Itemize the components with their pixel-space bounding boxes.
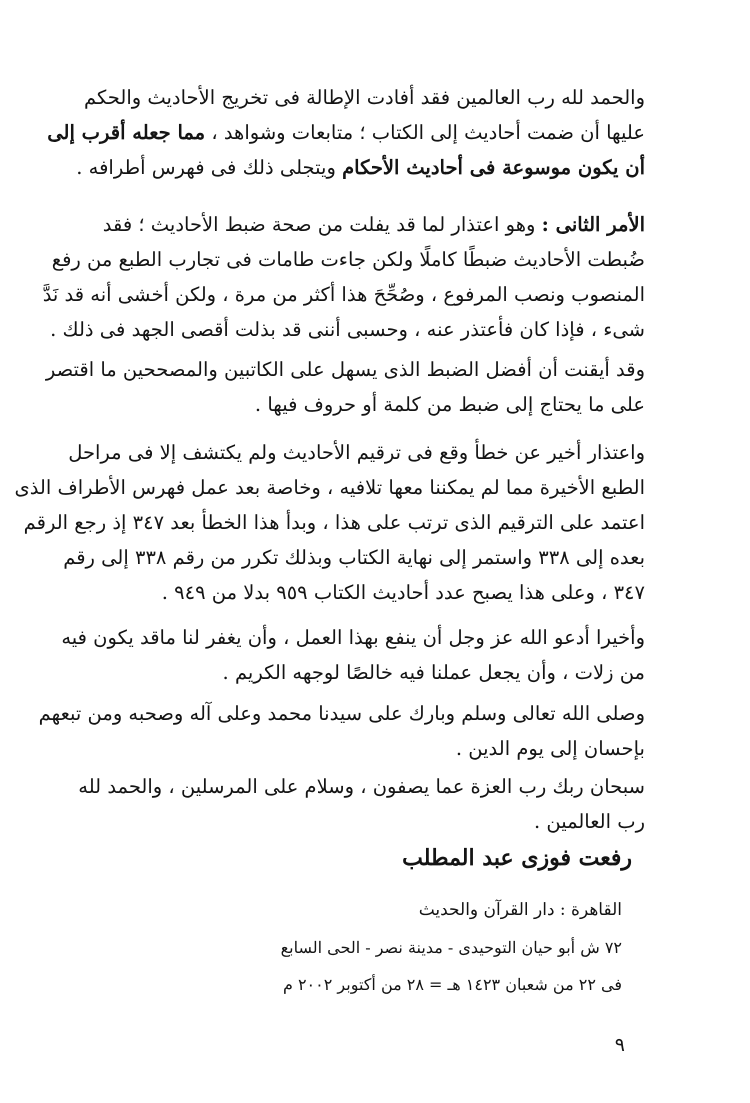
text-line: والحمد لله رب العالمين فقد أفادت الإطالة فى تخريج الأحاديث والحكم	[84, 86, 645, 109]
text-line: بإحسان إلى يوم الدين .	[455, 737, 645, 760]
paragraph-blessing	[38, 696, 645, 766]
text-line: بعده إلى ٣٣٨ واستمر إلى نهاية الكتاب وبذلك تكرر من رقم ٣٣٨ إلى رقم	[63, 546, 645, 569]
section-lead: الأمر الثانى :	[541, 213, 645, 236]
paragraph-numbering-apology	[14, 435, 645, 610]
text-line: عليها أن ضمت أحاديث إلى الكتاب ؛ متابعات وشواهد ، مما جعله أقرب إلى	[47, 121, 645, 144]
date-line: فى ٢٢ من شعبان ١٤٢٣ هـ = ٢٨ من أكتوبر ٢٠٠٢ م	[282, 975, 622, 994]
paragraph-supplication	[61, 620, 645, 690]
text-line: اعتمد على الترقيم الذى ترتب على هذا ، وبدأ هذا الخطأ بعد ٣٤٧ إذ رجع الرقم	[23, 511, 645, 534]
text-line: على ما يحتاج إلى ضبط من كلمة أو حروف فيها .	[254, 393, 645, 416]
bold-phrase: أن يكون موسوعة فى أحاديث الأحكام	[342, 156, 645, 179]
page-number: ٩	[614, 1034, 625, 1056]
text-line: من زلات ، وأن يجعل عملنا فيه خالصًا لوجهه الكريم .	[222, 661, 645, 684]
text-line: الطبع الأخيرة مما لم يمكننا معها تلافيه ، وخاصة بعد عمل فهرس الأطراف الذى	[14, 476, 645, 499]
text-line: الأمر الثانى : وهو اعتذار لما قد يفلت من صحة ضبط الأحاديث ؛ فقد	[102, 213, 645, 236]
text-line: وقد أيقنت أن أفضل الضبط الذى يسهل على الكاتبين والمصححين ما اقتصر	[45, 358, 645, 381]
text-line: أن يكون موسوعة فى أحاديث الأحكام ويتجلى ذلك فى فهرس أطرافه .	[76, 156, 645, 179]
text-line: واعتذار أخير عن خطأ وقع فى ترقيم الأحاديث ولم يكتشف إلا فى مراحل	[68, 441, 645, 464]
address-line: ٧٢ ش أبو حيان التوحيدى - مدينة نصر - الحى السابع	[280, 938, 622, 957]
bold-phrase: مما جعله أقرب إلى	[47, 121, 206, 144]
paragraph-closing	[78, 769, 645, 839]
paragraph-second-matter	[42, 207, 645, 347]
paragraph-intro	[47, 80, 645, 185]
text-line: سبحان ربك رب العزة عما يصفون ، وسلام على المرسلين ، والحمد لله	[78, 775, 645, 798]
text-line: وصلى الله تعالى وسلم وبارك على سيدنا محمد وعلى آله وصحبه ومن تبعهم	[38, 702, 645, 725]
text-line: شىء ، فإذا كان فأعتذر عنه ، وحسبى أننى قد بذلت أقصى الجهد فى ذلك .	[50, 318, 645, 341]
author-signature: رفعت فوزى عبد المطلب	[402, 845, 632, 871]
text-line: رب العالمين .	[533, 810, 645, 833]
text-line: ضُبطت الأحاديث ضبطًا كاملًا ولكن جاءت طامات فى تجارب الطبع من رفع	[51, 248, 645, 271]
paragraph-diacritics	[45, 352, 645, 422]
text-line: وأخيرا أدعو الله عز وجل أن ينفع بهذا العمل ، وأن يغفر لنا ماقد يكون فيه	[61, 626, 645, 649]
address-line: القاهرة : دار القرآن والحديث	[418, 900, 622, 920]
text-line: ٣٤٧ ، وعلى هذا يصبح عدد أحاديث الكتاب ٩٥٩ بدلا من ٩٤٩ .	[161, 581, 645, 604]
text-line: المنصوب ونصب المرفوع ، وصُحِّحَ هذا أكثر من مرة ، ولكن أخشى أنه قد نَدَّ	[42, 283, 645, 306]
